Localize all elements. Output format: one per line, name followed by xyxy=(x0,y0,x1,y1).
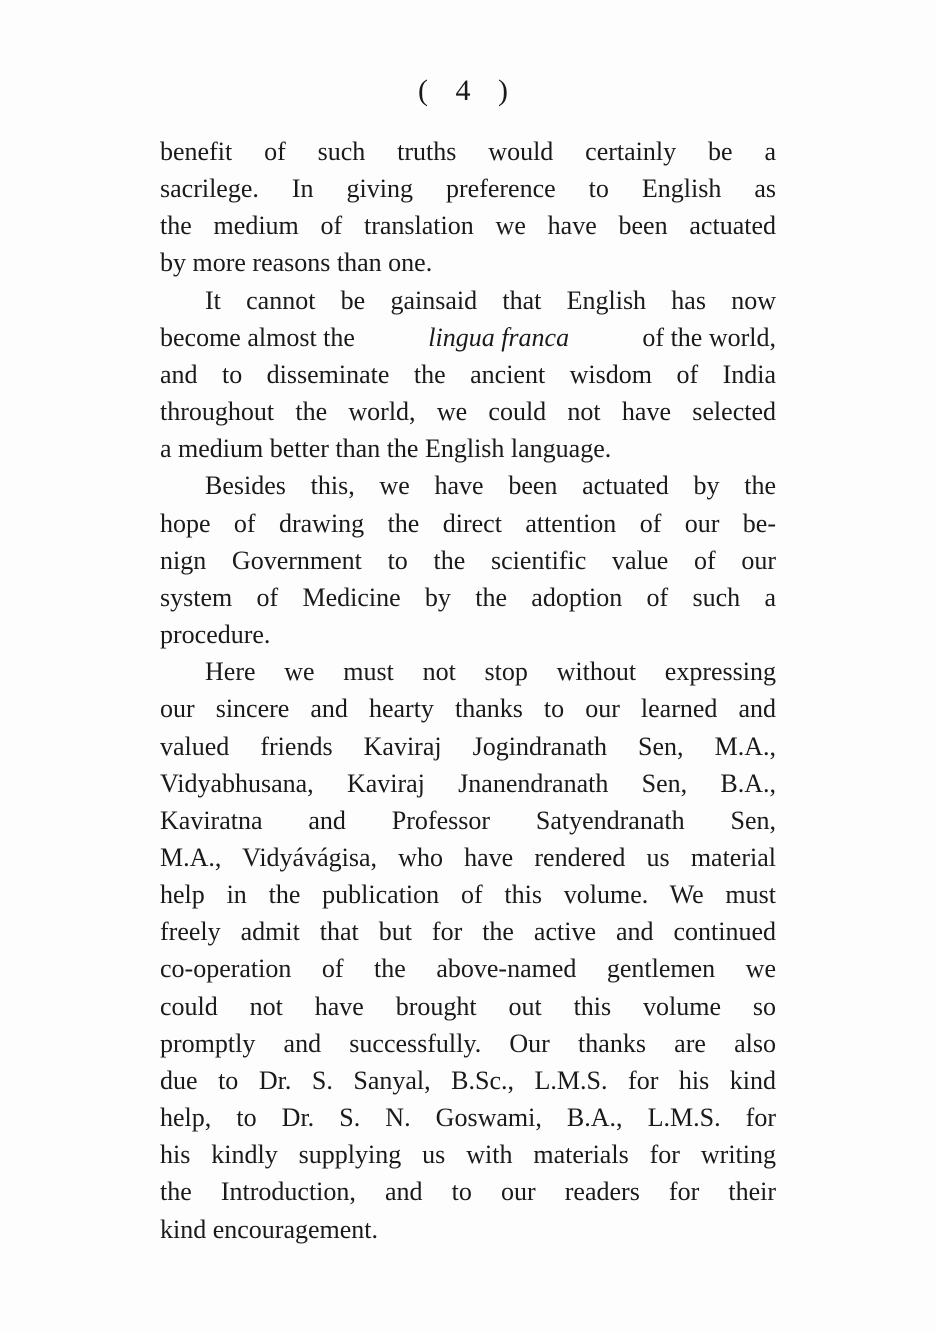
text-line: our sincere and hearty thanks to our learned and xyxy=(160,694,776,724)
text-line: a medium better than the English language. xyxy=(160,434,612,464)
text-line: Besides this, we have been actuated by the xyxy=(205,471,776,501)
text-segment: become almost the xyxy=(160,322,355,352)
text-line: freely admit that but for the active and continued xyxy=(160,917,776,947)
text-line: and to disseminate the ancient wisdom of India xyxy=(160,359,776,389)
text-line: valued friends Kaviraj Jogindranath Sen, M.A., xyxy=(160,731,776,761)
text-line: Here we must not stop without expressing xyxy=(205,657,776,687)
text-line: could not have brought out this volume so xyxy=(160,991,776,1021)
text-line: the Introduction, and to our readers for their xyxy=(160,1177,776,1207)
page-number: ( 4 ) xyxy=(418,74,518,107)
text-line: Vidyabhusana, Kaviraj Jnanendranath Sen, B.A., xyxy=(160,768,776,798)
text-line: nign Government to the scientific value of our xyxy=(160,545,776,575)
paragraph-4 xyxy=(160,653,776,1248)
paragraph-1 xyxy=(160,133,776,282)
text-line: M.A., Vidyávágisa, who have rendered us material xyxy=(160,842,776,872)
text-line: sacrilege. In giving preference to English as xyxy=(160,174,776,204)
paragraph-2 xyxy=(160,282,776,468)
text-line: the medium of translation we have been actuated xyxy=(160,211,776,241)
paragraph-3 xyxy=(160,467,776,653)
text-line: by more reasons than one. xyxy=(160,248,433,278)
text-line xyxy=(160,319,776,356)
text-segment: of the world, xyxy=(642,322,776,352)
text-line: procedure. xyxy=(160,620,271,650)
text-line: promptly and successfully. Our thanks are also xyxy=(160,1028,776,1058)
text-line: due to Dr. S. Sanyal, B.Sc., L.M.S. for his kind xyxy=(160,1065,776,1095)
text-line: kind encouragement. xyxy=(160,1214,379,1244)
text-line: help in the publication of this volume. We must xyxy=(160,880,776,910)
text-line: It cannot be gainsaid that English has now xyxy=(205,285,776,315)
text-line: hope of drawing the direct attention of our be- xyxy=(160,508,776,538)
italic-phrase: lingua franca xyxy=(428,322,570,352)
text-line: Kaviratna and Professor Satyendranath Sen, xyxy=(160,805,776,835)
text-line: his kindly supplying us with materials for writing xyxy=(160,1140,776,1170)
text-line: throughout the world, we could not have selected xyxy=(160,397,776,427)
text-line: co-operation of the above-named gentlemen we xyxy=(160,954,776,984)
text-line: system of Medicine by the adoption of such a xyxy=(160,582,776,612)
body-text xyxy=(160,133,776,1248)
text-line: help, to Dr. S. N. Goswami, B.A., L.M.S. for xyxy=(160,1103,776,1133)
text-line: benefit of such truths would certainly be a xyxy=(160,137,776,166)
